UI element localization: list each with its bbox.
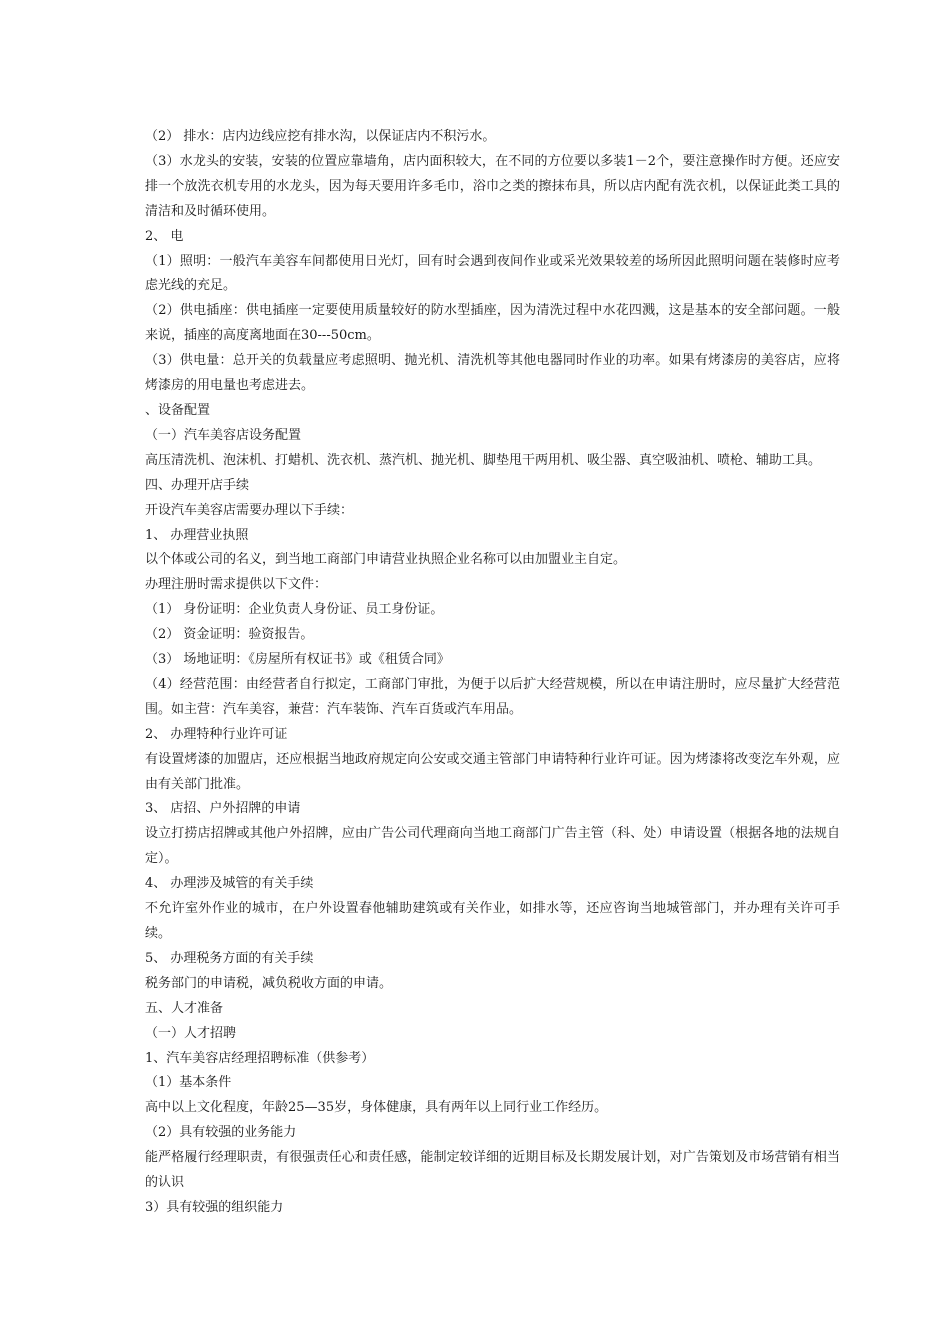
section-heading: 四、办理开店手续 bbox=[145, 477, 250, 493]
paragraph: （1）照明：一般汽车美容车间都使用日光灯，回有时会遇到夜间作业或采光效果较差的场所因此照明问题在装修时应考虑光线的充足。 bbox=[145, 253, 840, 294]
paragraph: （3）供电量：总开关的负载量应考虑照明、抛光机、清洗机等其他电器同时作业的功率。如果有烤漆房的美容店，应将烤漆房的用电量也考虑进去。 bbox=[145, 353, 840, 394]
list-item: （2）具有较强的业务能力 bbox=[145, 1125, 297, 1141]
list-item: （4）经营范围：由经营者自行拟定，工商部门审批，为便于以后扩大经营规模，所以在申请注册时，应尽量扩大经营范围。如主营：汽车美容，兼营：汽车装饰、汽车百货或汽车用品。 bbox=[145, 676, 840, 717]
list-item: 3）具有较强的组织能力 bbox=[145, 1199, 284, 1215]
paragraph: 开设汽车美容店需要办理以下手续： bbox=[145, 502, 354, 518]
list-item: （3） 场地证明：《房屋所有权证书》或《租赁合同》 bbox=[145, 652, 450, 668]
paragraph: 办理注册时需求提供以下文件： bbox=[145, 577, 328, 593]
section-heading: 、设备配置 bbox=[145, 402, 211, 418]
section-heading: 2、 电 bbox=[145, 228, 184, 244]
paragraph: （2）供电插座：供电插座一定要使用质量较好的防水型插座，因为清洗过程中水花四溅，这是基本的安全部问题。一般来说，插座的高度离地面在30---50cm。 bbox=[145, 303, 840, 344]
paragraph: 能严格履行经理职责，有很强责任心和责任感，能制定较详细的近期目标及长期发展计划，对广告策划及市场营销有相当的认识 bbox=[145, 1150, 840, 1191]
paragraph: （3）水龙头的安装，安装的位置应靠墙角，店内面积较大，在不同的方位要以多装1－2个，要注意操作时方便。还应安排一个放洗衣机专用的水龙头，因为每天要用许多毛巾，浴巾之类的擦抹布具，所以店内配有洗衣机，以保证此类工具的清洁和及时循环使用。 bbox=[145, 153, 840, 219]
paragraph: 以个体或公司的名义，到当地工商部门申请营业执照企业名称可以由加盟业主自定。 bbox=[145, 552, 627, 568]
paragraph: （2） 排水：店内边线应挖有排水沟，以保证店内不积污水。 bbox=[145, 129, 496, 144]
list-item: （1）基本条件 bbox=[145, 1075, 232, 1091]
subsection-heading: （一）汽车美容店设务配置 bbox=[145, 427, 302, 443]
paragraph: 高中以上文化程度，年龄25—35岁，身体健康，具有两年以上同行业工作经历。 bbox=[145, 1100, 608, 1116]
paragraph: 高压清洗机、泡沫机、打蜡机、洗衣机、蒸汽机、抛光机、脚垫甩干两用机、吸尘器、真空吸油机、喷枪、辅助工具。 bbox=[145, 452, 822, 468]
paragraph: 有设置烤漆的加盟店，还应根据当地政府规定向公安或交通主管部门申请特种行业许可证。因为烤漆将改变汔车外观，应由有关部门批准。 bbox=[145, 751, 840, 792]
paragraph: 设立打捞店招牌或其他户外招牌，应由广告公司代理商向当地工商部门广告主管（科、处）申请设置（根据各地的法规自定）。 bbox=[145, 826, 840, 867]
subsection-heading: 4、 办理涉及城管的有关手续 bbox=[145, 876, 314, 892]
subsection-heading: 5、 办理税务方面的有关手续 bbox=[145, 950, 314, 966]
subsection-heading: 3、 店招、户外招牌的申请 bbox=[145, 801, 301, 817]
list-item: （2） 资金证明：验资报告。 bbox=[145, 627, 314, 643]
paragraph: 税务部门的申请税，减负税收方面的申请。 bbox=[145, 975, 393, 991]
list-item: （1） 身份证明：企业负责人身份证、员工身份证。 bbox=[145, 602, 444, 618]
subsection-heading: 2、 办理特种行业许可证 bbox=[145, 726, 288, 742]
document-body bbox=[145, 125, 840, 1221]
subsection-heading: （一）人才招聘 bbox=[145, 1025, 237, 1041]
section-heading: 五、人才准备 bbox=[145, 1000, 224, 1016]
subsection-heading: 1、汽车美容店经理招聘标准（供参考） bbox=[145, 1050, 375, 1066]
paragraph: 不允许室外作业的城市，在户外设置春他辅助建筑或有关作业，如排水等，还应咨询当地城管部门，并办理有关许可手续。 bbox=[145, 901, 840, 941]
subsection-heading: 1、 办理营业执照 bbox=[145, 527, 249, 543]
